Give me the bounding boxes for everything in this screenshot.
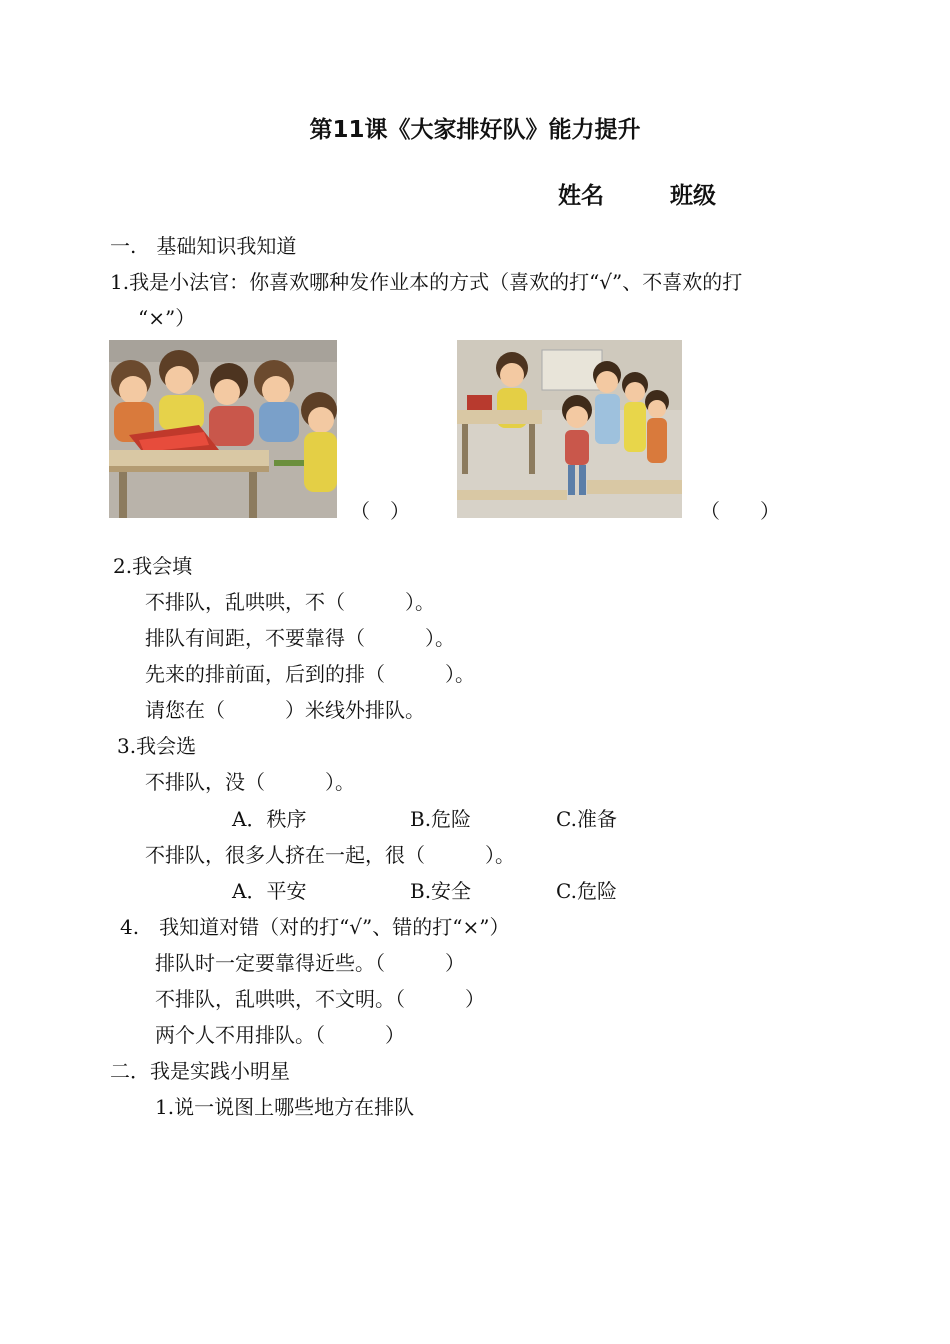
q3-item-1: 不排队，没（ ）。 [145, 770, 355, 794]
q2-heading: 2.我会填 [113, 554, 193, 578]
q3-item-1-option-c[interactable]: C.准备 [556, 807, 617, 831]
q3-item-1-option-b[interactable]: B.危险 [410, 807, 472, 831]
q3-item-2-option-a[interactable]: A．平安 [232, 879, 307, 903]
name-label: 姓名 [558, 183, 604, 209]
q2-line-4: 请您在（ ）米线外排队。 [145, 698, 425, 722]
q1-prompt-line2: “×”） [138, 306, 196, 330]
q3-item-2-option-c[interactable]: C.危险 [556, 879, 617, 903]
q1-answer-paren-2[interactable]: （ ） [700, 499, 780, 523]
q2-line-3: 先来的排前面，后到的排（ ）。 [145, 662, 475, 686]
section-2-heading: 二．我是实践小明星 [110, 1059, 290, 1083]
q3-item-1-option-a[interactable]: A．秩序 [232, 807, 307, 831]
class-label: 班级 [670, 183, 716, 209]
q4-line-1: 排队时一定要靠得近些。（ ） [155, 951, 465, 975]
q3-item-2: 不排队，很多人挤在一起，很（ ）。 [145, 843, 515, 867]
q3-heading: 3.我会选 [117, 734, 197, 758]
orderly-queue-illustration [457, 340, 682, 518]
q1-answer-paren-1[interactable]: （ ） [350, 499, 410, 523]
q4-heading: 4. 我知道对错（对的打“√”、错的打“×”） [120, 915, 510, 939]
q1-prompt-line1: 1.我是小法官：你喜欢哪种发作业本的方式（喜欢的打“√”、不喜欢的打 [110, 270, 743, 294]
page-title: 第11课《大家排好队》能力提升 [309, 117, 641, 143]
q2-line-2: 排队有间距，不要靠得（ ）。 [145, 626, 455, 650]
q3-item-2-option-b[interactable]: B.安全 [410, 879, 472, 903]
crowding-illustration [109, 340, 337, 518]
q4-line-2: 不排队，乱哄哄，不文明。（ ） [155, 987, 485, 1011]
section-2-q1: 1.说一说图上哪些地方在排队 [155, 1095, 415, 1119]
section-1-heading: 一. 基础知识我知道 [110, 234, 297, 258]
q2-line-1: 不排队，乱哄哄，不（ ）。 [145, 590, 435, 614]
q4-line-3: 两个人不用排队。（ ） [155, 1023, 405, 1047]
